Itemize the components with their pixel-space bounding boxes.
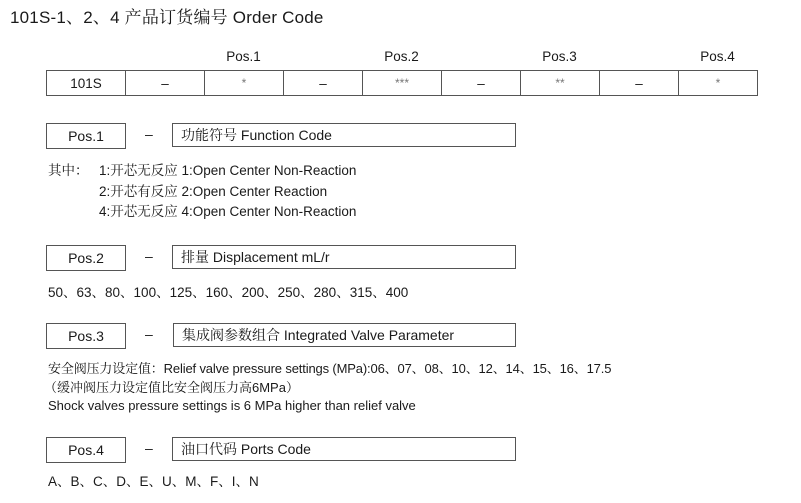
pos4-values: A、B、C、D、E、U、M、F、I、N bbox=[48, 474, 259, 489]
pos2-dash: – bbox=[145, 248, 153, 264]
pos3-dash: – bbox=[145, 326, 153, 342]
code-cell-pos3: ** bbox=[521, 71, 600, 95]
pos3-box: Pos.3 bbox=[46, 323, 126, 349]
pos3-shock-note-en: Shock valves pressure settings is 6 MPa higher than relief valve bbox=[48, 398, 416, 413]
pos4-dash: – bbox=[145, 440, 153, 456]
pos2-box: Pos.2 bbox=[46, 245, 126, 271]
pos1-description-box: 功能符号 Function Code bbox=[172, 123, 516, 147]
pos1-box: Pos.1 bbox=[46, 123, 126, 149]
code-cell-separator: – bbox=[442, 71, 521, 95]
code-cell-separator: – bbox=[600, 71, 679, 95]
pos3-shock-note-cn: （缓冲阀压力设定值比安全阀压力高6MPa） bbox=[44, 380, 299, 395]
pos4-box: Pos.4 bbox=[46, 437, 126, 463]
code-cell-pos4: * bbox=[679, 71, 758, 95]
pos4-label: Pos.4 bbox=[700, 49, 735, 64]
pos1-option-2: 2:开芯有反应 2:Open Center Reaction bbox=[99, 184, 328, 199]
pos2-label: Pos.2 bbox=[384, 49, 419, 64]
order-code-table bbox=[46, 70, 758, 96]
pos4-description-box: 油口代码 Ports Code bbox=[172, 437, 516, 461]
code-cell-pos2: *** bbox=[363, 71, 442, 95]
pos3-label: Pos.3 bbox=[542, 49, 577, 64]
pos3-description-box: 集成阀参数组合 Integrated Valve Parameter bbox=[173, 323, 516, 347]
code-cell-pos1: * bbox=[205, 71, 284, 95]
pos1-label: Pos.1 bbox=[226, 49, 261, 64]
pos1-dash: – bbox=[145, 126, 153, 142]
page-title: 101S-1、2、4 产品订货编号 Order Code bbox=[10, 8, 324, 27]
code-cell-separator: – bbox=[284, 71, 363, 95]
pos3-relief-settings: 安全阀压力设定值：Relief valve pressure settings (MPa):06、07、08、10、12、14、15、16、17.5 bbox=[48, 361, 612, 376]
code-cell-model: 101S bbox=[47, 71, 126, 95]
pos2-values: 50、63、80、100、125、160、200、250、280、315、400 bbox=[48, 285, 409, 300]
code-cell-separator: – bbox=[126, 71, 205, 95]
pos2-description-box: 排量 Displacement mL/r bbox=[172, 245, 516, 269]
pos1-prefix: 其中： bbox=[48, 163, 89, 178]
pos1-option-1: 1:开芯无反应 1:Open Center Non-Reaction bbox=[99, 163, 357, 178]
pos1-option-4: 4:开芯无反应 4:Open Center Non-Reaction bbox=[99, 204, 357, 219]
